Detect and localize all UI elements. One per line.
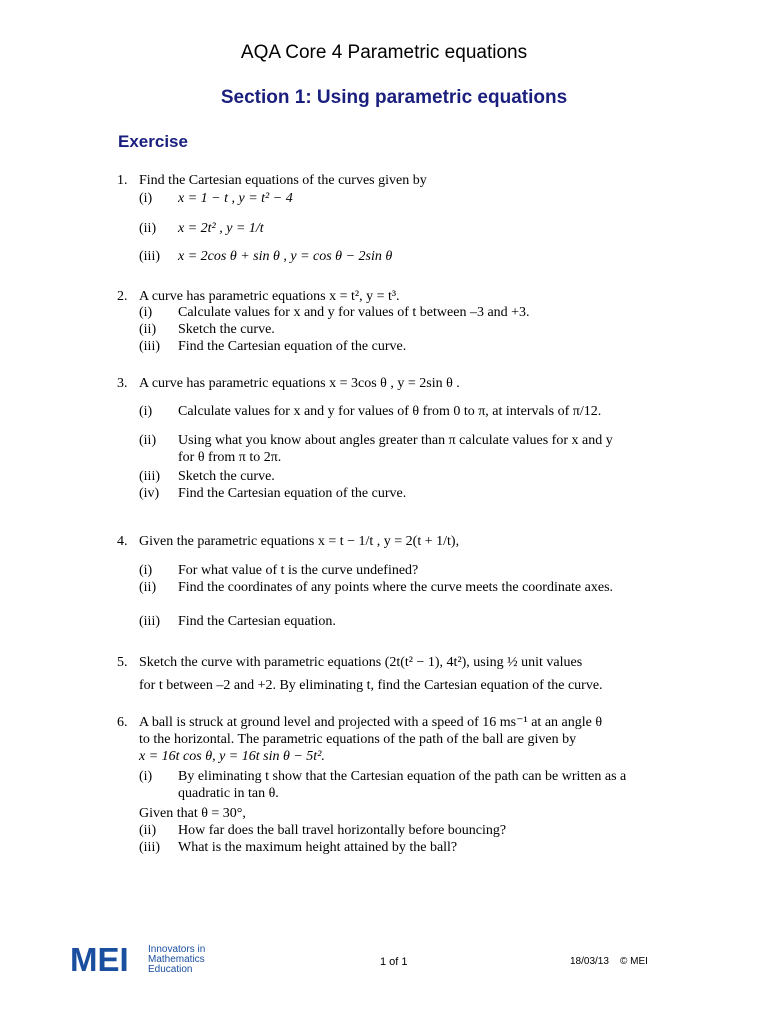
part-label: (iii) xyxy=(139,339,160,354)
part-label: (i) xyxy=(139,563,153,578)
part-text: What is the maximum height attained by the ball? xyxy=(178,840,458,855)
part-text: Find the coordinates of any points where the curve meets the coordinate axes. xyxy=(178,580,614,595)
part-text: Sketch the curve. xyxy=(178,322,275,337)
question-number: 1. xyxy=(117,173,128,188)
question-text: A curve has parametric equations x = t², y = t³. xyxy=(139,289,400,304)
part-label: (ii) xyxy=(139,580,157,595)
part-text: By eliminating t show that the Cartesian equation of the path can be written as a quadratic in tan θ. xyxy=(178,769,627,801)
part-text: Find the Cartesian equation of the curve. xyxy=(178,486,407,501)
page-number: 1 of 1 xyxy=(380,956,408,968)
question-text: for t between –2 and +2. By eliminating t, find the Cartesian equation of the curve. xyxy=(139,678,603,693)
part-label: (i) xyxy=(139,404,153,419)
question-number: 2. xyxy=(117,289,128,304)
question-text: Given that θ = 30°, xyxy=(139,806,246,821)
logo-line-2: Mathematics xyxy=(148,954,205,965)
question-number: 6. xyxy=(117,715,128,730)
part-label: (iii) xyxy=(139,614,160,629)
page-footer xyxy=(0,944,768,984)
question-equation: x = 16t cos θ, y = 16t sin θ − 5t². xyxy=(139,749,325,764)
question-number: 4. xyxy=(117,534,128,549)
part-label: (ii) xyxy=(139,322,157,337)
part-text: Find the Cartesian equation of the curve. xyxy=(178,339,407,354)
part-text: Sketch the curve. xyxy=(178,469,275,484)
question-number: 3. xyxy=(117,376,128,391)
question-text: Sketch the curve with parametric equations (2t(t² − 1), 4t²), using ½ unit values xyxy=(139,655,583,670)
logo-line-3: Education xyxy=(148,964,193,975)
part-text: Find the Cartesian equation. xyxy=(178,614,336,629)
part-label: (iii) xyxy=(139,840,160,855)
section-heading: Section 1: Using parametric equations xyxy=(220,87,568,108)
logo-line-1: Innovators in xyxy=(148,944,206,955)
part-text: Using what you know about angles greater than π calculate values for x and y for θ from π to 2π. xyxy=(178,433,613,465)
part-text: For what value of t is the curve undefined? xyxy=(178,563,419,578)
footer-copyright: © MEI xyxy=(620,956,648,967)
part-text: x = 2cos θ + sin θ , y = cos θ − 2sin θ xyxy=(178,249,393,264)
part-label: (i) xyxy=(139,191,153,206)
question-text: Find the Cartesian equations of the curves given by xyxy=(139,173,427,188)
part-text: How far does the ball travel horizontally before bouncing? xyxy=(178,823,507,838)
part-text: Calculate values for x and y for values of θ from 0 to π, at intervals of π/12. xyxy=(178,404,602,419)
part-text: x = 1 − t , y = t² − 4 xyxy=(178,191,293,206)
footer-date: 18/03/13 xyxy=(570,956,609,967)
part-text: x = 2t² , y = 1/t xyxy=(178,221,264,236)
question-text: A curve has parametric equations x = 3cos θ , y = 2sin θ . xyxy=(139,376,460,391)
exercise-heading: Exercise xyxy=(118,132,188,151)
part-label: (i) xyxy=(139,305,153,320)
part-label: (ii) xyxy=(139,221,157,236)
part-label: (iv) xyxy=(139,486,160,501)
logo-tagline xyxy=(148,945,205,975)
part-label: (ii) xyxy=(139,823,157,838)
mei-logo xyxy=(70,944,230,978)
logo-mark-text: MEI xyxy=(70,944,129,974)
part-label: (iii) xyxy=(139,469,160,484)
page-title: AQA Core 4 Parametric equations xyxy=(240,42,528,63)
question-text: Given the parametric equations x = t − 1/t , y = 2(t + 1/t), xyxy=(139,534,460,549)
mei-logo-mark-icon xyxy=(70,944,148,974)
part-label: (i) xyxy=(139,769,153,784)
question-number: 5. xyxy=(117,655,128,670)
part-label: (ii) xyxy=(139,433,157,448)
part-text: Calculate values for x and y for values of t between –3 and +3. xyxy=(178,305,530,320)
question-text: to the horizontal. The parametric equations of the path of the ball are given by xyxy=(139,732,577,747)
question-text: A ball is struck at ground level and projected with a speed of 16 ms⁻¹ at an angle θ xyxy=(139,715,603,730)
part-label: (iii) xyxy=(139,249,160,264)
